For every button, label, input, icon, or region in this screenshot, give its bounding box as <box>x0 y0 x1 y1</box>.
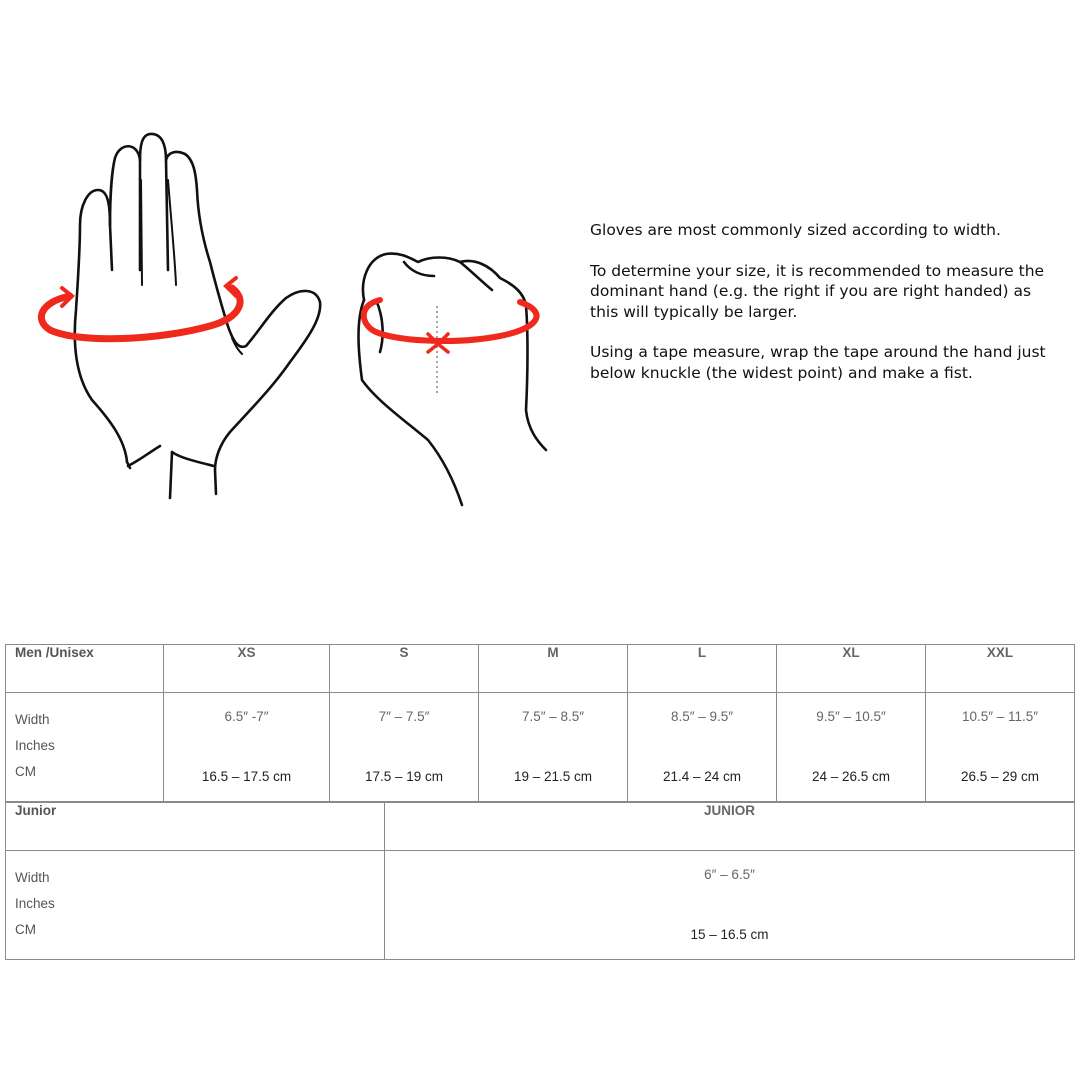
size-header-l: L <box>628 645 777 693</box>
inches-value: 9.5″ – 10.5″ <box>816 709 886 724</box>
instruction-paragraph-3: Using a tape measure, wrap the tape around the hand just below knuckle (the widest point) and make a fist. <box>590 343 1046 382</box>
size-header-xxl: XXL <box>926 645 1075 693</box>
inches-value: 6.5″ -7″ <box>224 709 269 724</box>
cm-value: 17.5 – 19 cm <box>364 769 444 784</box>
inches-value: 10.5″ – 11.5″ <box>961 709 1039 724</box>
cm-value: 19 – 21.5 cm <box>513 769 593 784</box>
instruction-paragraph-2: To determine your size, it is recommended to measure the dominant hand (e.g. the right if you are right handed) as this will typically be larger. <box>590 261 1045 321</box>
size-cell-l <box>628 693 776 801</box>
row-label-width: Width <box>15 712 50 727</box>
inches-value: 7.5″ – 8.5″ <box>521 709 585 724</box>
size-header-m: M <box>479 645 628 693</box>
inches-value: 8.5″ – 9.5″ <box>670 709 734 724</box>
junior-header-label: Junior <box>6 803 385 851</box>
size-header-junior: JUNIOR <box>385 803 1075 851</box>
sizing-instructions <box>590 220 1060 403</box>
size-cell-s <box>330 693 478 801</box>
inches-value: 6″ – 6.5″ <box>704 867 755 882</box>
fist-icon <box>359 254 547 505</box>
size-header-xl: XL <box>777 645 926 693</box>
men-unisex-size-table <box>5 644 1075 802</box>
junior-size-table <box>5 802 1075 960</box>
size-cell-xxl <box>926 693 1074 801</box>
cm-value: 15 – 16.5 cm <box>690 927 769 942</box>
table-row <box>6 693 1075 802</box>
row-label-inches: Inches <box>15 738 55 753</box>
cm-value: 26.5 – 29 cm <box>960 769 1040 784</box>
fist-tape-icon <box>364 300 537 352</box>
size-cell-junior <box>385 851 1074 959</box>
row-label-inches: Inches <box>15 896 55 911</box>
size-header-xs: XS <box>164 645 330 693</box>
men-unisex-header-label: Men /Unisex <box>6 645 164 693</box>
row-labels <box>6 851 385 960</box>
open-hand-tape-icon <box>41 278 240 339</box>
hand-measurement-illustration <box>0 120 580 520</box>
instruction-paragraph-1: Gloves are most commonly sized according to width. <box>590 221 1001 239</box>
size-header-s: S <box>330 645 479 693</box>
row-labels <box>6 693 164 802</box>
row-label-width: Width <box>15 870 50 885</box>
open-hand-icon <box>75 134 320 498</box>
row-label-cm: CM <box>15 922 36 937</box>
cm-value: 21.4 – 24 cm <box>662 769 742 784</box>
size-cell-m <box>479 693 627 801</box>
table-header-row <box>6 645 1075 693</box>
size-cell-xs <box>164 693 329 801</box>
size-cell-xl <box>777 693 925 801</box>
table-header-row <box>6 803 1075 851</box>
inches-value: 7″ – 7.5″ <box>378 709 430 724</box>
cm-value: 16.5 – 17.5 cm <box>201 769 292 784</box>
row-label-cm: CM <box>15 764 36 779</box>
table-row <box>6 851 1075 960</box>
cm-value: 24 – 26.5 cm <box>811 769 891 784</box>
